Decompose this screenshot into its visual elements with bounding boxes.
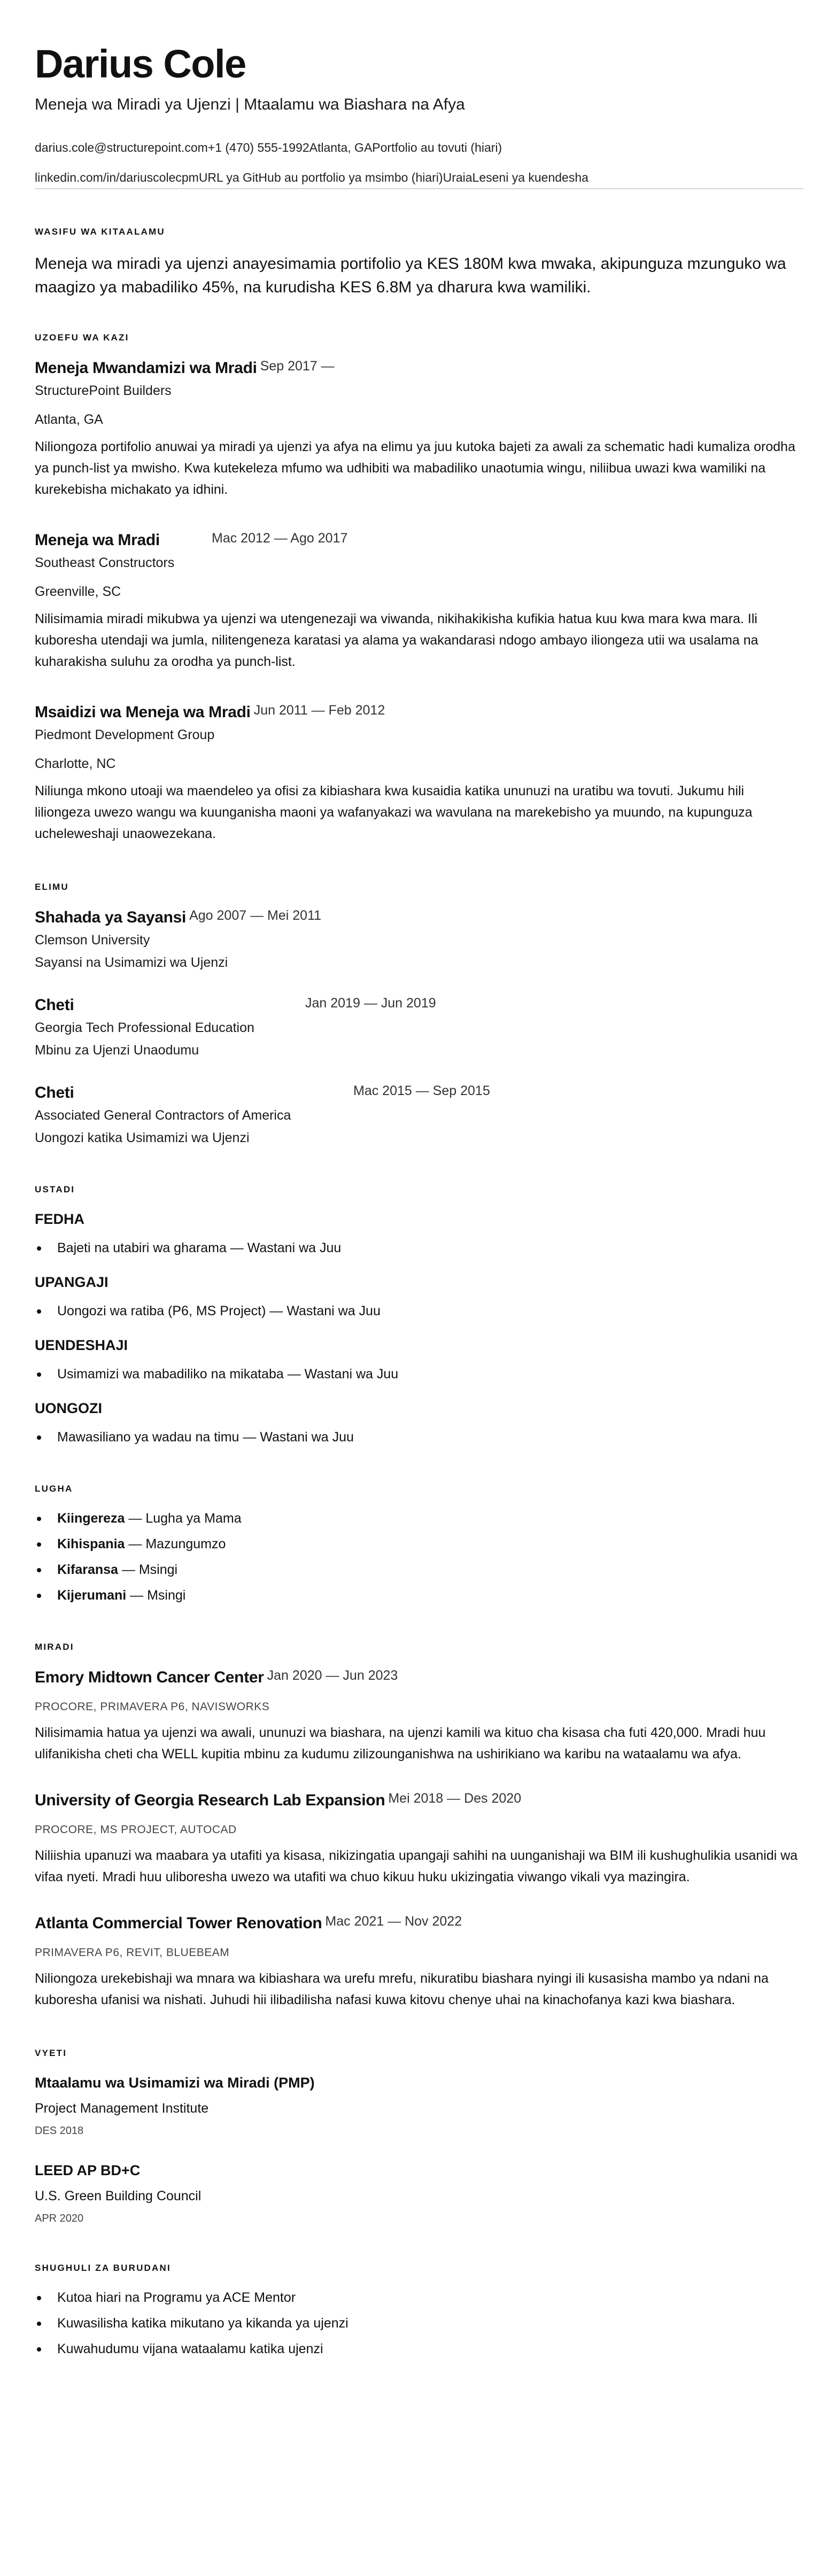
degree: Shahada ya Sayansi xyxy=(35,909,187,926)
field-of-study: Mbinu za Ujenzi Unaodumu xyxy=(35,1043,199,1058)
location: Atlanta, GA xyxy=(309,141,373,154)
section-title: WASIFU WA KITAALAMU xyxy=(35,227,165,237)
resume-header xyxy=(35,42,803,189)
job-description: Nilisimamia miradi mikubwa ya ujenzi wa utengenezaji wa viwanda, nikihakikisha kufikia hatua kuu kwa mara kwa mara. Ili kuboresha utendaji wa jumla, nilitengeneza karatasi ya alama ya wakandarasi ndogo ambayo iliongeza utii wa usalama na kuharakisha suluhu za orodha ya punch-list. xyxy=(35,611,758,669)
institution: Georgia Tech Professional Education xyxy=(35,1020,254,1035)
skill-category: FEDHA xyxy=(35,1211,84,1227)
project-tech: PROCORE, PRIMAVERA P6, NAVISWORKS xyxy=(35,1701,270,1713)
language-name: Kiingereza xyxy=(57,1511,125,1526)
project-description: Nilisimamia hatua ya ujenzi wa awali, ununuzi wa biashara, na ujenzi kamili wa kituo cha kisasa cha futi 420,000. Mradi huu ulifanikisha cheti cha WELL kupitia mbinu za kudumu zilizounganishwa na ushirikiano wa karibu na wataalamu wa afya. xyxy=(35,1725,766,1762)
contact-line-1 xyxy=(35,140,803,155)
education-dates: Ago 2007 — Mei 2011 xyxy=(189,908,322,923)
interest-item: Kuwahudumu vijana wataalamu katika ujenzi xyxy=(35,2340,803,2358)
degree: Cheti xyxy=(35,1084,74,1101)
portfolio-link[interactable]: Portfolio au tovuti (hiari) xyxy=(372,141,502,154)
job-location: Charlotte, NC xyxy=(35,756,116,771)
certifications-section xyxy=(35,2048,803,2225)
language-name: Kijerumani xyxy=(57,1588,127,1603)
education-dates: Jan 2019 — Jun 2019 xyxy=(305,996,436,1011)
job-description: Niliunga mkono utoaji wa maendeleo ya ofisi za kibiashara kwa kusaidia katika ununuzi na uratibu wa tovuti. Jukumu hili liliongeza uwezo wangu wa kuunganisha maoni ya wafanyakazi wa wavulana na marekebisho ya muundo, na kupunguza ucheleweshaji unaowezekana. xyxy=(35,783,753,841)
job-description: Niliongoza portifolio anuwai ya miradi ya ujenzi ya afya na elimu ya juu kutoka bajeti za awali za schematic hadi kumaliza orodha ya punch-list ya mwisho. Kwa kutekeleza mfumo wa udhibiti wa mabadiliko unaotumia wingu, niliibua uwazi kwa wamiliki na kurekebisha michakato ya idhini. xyxy=(35,439,795,497)
language-name: Kihispania xyxy=(57,1537,125,1551)
skill-item: Mawasiliano ya wadau na timu — Wastani wa Juu xyxy=(35,1428,803,1446)
job-dates: Jun 2011 — Feb 2012 xyxy=(253,703,385,718)
company: Southeast Constructors xyxy=(35,555,175,570)
project-dates: Mac 2021 — Nov 2022 xyxy=(325,1914,462,1929)
interest-item: Kuwasilisha katika mikutano ya kikanda ya ujenzi xyxy=(35,2314,803,2332)
summary-section xyxy=(35,227,803,299)
education-entry xyxy=(35,995,803,1059)
project-tech: PROCORE, MS PROJECT, AUTOCAD xyxy=(35,1824,237,1836)
skill-category: UENDESHAJI xyxy=(35,1337,128,1353)
certification-name: Mtaalamu wa Usimamizi wa Miradi (PMP) xyxy=(35,2075,315,2091)
section-title: ELIMU xyxy=(35,882,69,892)
company: Piedmont Development Group xyxy=(35,727,215,742)
phone: +1 (470) 555-1992 xyxy=(207,141,309,154)
education-entry xyxy=(35,1083,803,1147)
field-of-study: Uongozi katika Usimamizi wa Ujenzi xyxy=(35,1130,250,1145)
skill-item: Uongozi wa ratiba (P6, MS Project) — Wastani wa Juu xyxy=(35,1302,803,1320)
github-link[interactable]: URL ya GitHub au portfolio ya msimbo (hiari) xyxy=(198,170,443,184)
education-section xyxy=(35,882,803,1147)
job-entry xyxy=(35,358,803,500)
language-item xyxy=(35,1535,803,1553)
project-entry xyxy=(35,1913,803,2011)
project-description: Niliongoza urekebishaji wa mnara wa kibiashara wa urefu mrefu, nikuratibu biashara nyingi ili kusasisha mambo ya ndani na kuboresha ufanisi wa nishati. Juhudi hii ilibadilisha nafasi kuwa kitovu chenye uhai na kinachofanya kazi kwa biashara. xyxy=(35,1971,769,2007)
projects-section xyxy=(35,1642,803,2011)
interest-item: Kutoa hiari na Programu ya ACE Mentor xyxy=(35,2288,803,2307)
language-name: Kifaransa xyxy=(57,1562,118,1577)
job-entry xyxy=(35,702,803,844)
contact-line-2 xyxy=(35,170,803,189)
project-name: Atlanta Commercial Tower Renovation xyxy=(35,1914,322,1932)
drivers-license: Leseni ya kuendesha xyxy=(472,170,588,184)
institution: Associated General Contractors of America xyxy=(35,1108,291,1123)
headline: Meneja wa Miradi ya Ujenzi | Mtaalamu wa Biashara na Afya xyxy=(35,96,465,113)
section-title: SHUGHULI ZA BURUDANI xyxy=(35,2263,171,2273)
languages-section xyxy=(35,1484,803,1604)
project-name: Emory Midtown Cancer Center xyxy=(35,1669,264,1686)
job-location: Greenville, SC xyxy=(35,584,121,599)
skill-category: UPANGAJI xyxy=(35,1274,109,1290)
project-dates: Jan 2020 — Jun 2023 xyxy=(267,1668,398,1683)
section-title: MIRADI xyxy=(35,1642,74,1652)
language-level: — Mazungumzo xyxy=(125,1537,226,1551)
email-link[interactable]: darius.cole@structurepoint.com xyxy=(35,141,208,154)
certification-issuer: U.S. Green Building Council xyxy=(35,2189,202,2203)
certification-name: LEED AP BD+C xyxy=(35,2162,141,2178)
project-name: University of Georgia Research Lab Expansion xyxy=(35,1791,385,1809)
section-title: USTADI xyxy=(35,1184,75,1194)
language-level: — Lugha ya Mama xyxy=(125,1511,242,1526)
job-dates: Sep 2017 — xyxy=(260,359,335,374)
citizenship: Uraia xyxy=(443,170,473,184)
company: StructurePoint Builders xyxy=(35,383,172,398)
summary-text: Meneja wa miradi ya ujenzi anayesimamia portifolio ya KES 180M kwa mwaka, akipunguza mzunguko wa maagizo ya mabadiliko 45%, na kurudisha KES 6.8M ya dharura kwa wamiliki. xyxy=(35,255,786,296)
language-item xyxy=(35,1509,803,1527)
job-title: Meneja Mwandamizi wa Mradi xyxy=(35,359,257,377)
language-item xyxy=(35,1586,803,1604)
skills-section xyxy=(35,1184,803,1446)
skill-item: Usimamizi wa mabadiliko na mikataba — Wastani wa Juu xyxy=(35,1365,803,1383)
education-dates: Mac 2015 — Sep 2015 xyxy=(353,1083,490,1098)
language-level: — Msingi xyxy=(126,1588,186,1603)
certification-entry xyxy=(35,2161,803,2225)
certification-entry xyxy=(35,2074,803,2138)
experience-section xyxy=(35,332,803,844)
skill-item: Bajeti na utabiri wa gharama — Wastani wa Juu xyxy=(35,1239,803,1257)
certification-date: DES 2018 xyxy=(35,2125,84,2137)
project-tech: PRIMAVERA P6, REVIT, BLUEBEAM xyxy=(35,1946,230,1959)
job-dates: Mac 2012 — Ago 2017 xyxy=(212,531,348,546)
language-level: — Msingi xyxy=(118,1562,178,1577)
project-description: Niliishia upanuzi wa maabara ya utafiti ya kisasa, nikizingatia upangaji sahihi na uunganishaji wa BIM ili kushughulikia usanidi wa vifaa nyeti. Mradi huu uliboresha uwezo wa utafiti wa chuo kikuu huku ukizingatia viwango vikali vya mazingira. xyxy=(35,1848,798,1884)
project-entry xyxy=(35,1790,803,1888)
job-title: Meneja wa Mradi xyxy=(35,531,160,549)
linkedin-link[interactable]: linkedin.com/in/dariuscolecpm xyxy=(35,170,199,184)
section-title: UZOEFU WA KAZI xyxy=(35,332,129,343)
job-title: Msaidizi wa Meneja wa Mradi xyxy=(35,703,251,721)
language-item xyxy=(35,1561,803,1579)
institution: Clemson University xyxy=(35,933,150,948)
field-of-study: Sayansi na Usimamizi wa Ujenzi xyxy=(35,955,228,970)
education-entry xyxy=(35,907,803,972)
project-dates: Mei 2018 — Des 2020 xyxy=(388,1791,522,1806)
interests-section xyxy=(35,2263,803,2358)
certification-date: APR 2020 xyxy=(35,2213,84,2224)
project-entry xyxy=(35,1667,803,1765)
degree: Cheti xyxy=(35,996,74,1014)
job-entry xyxy=(35,530,803,672)
section-title: VYETI xyxy=(35,2048,67,2058)
job-location: Atlanta, GA xyxy=(35,412,103,427)
skill-category: UONGOZI xyxy=(35,1400,102,1416)
section-title: LUGHA xyxy=(35,1484,73,1494)
certification-issuer: Project Management Institute xyxy=(35,2101,209,2116)
candidate-name: Darius Cole xyxy=(35,42,246,86)
